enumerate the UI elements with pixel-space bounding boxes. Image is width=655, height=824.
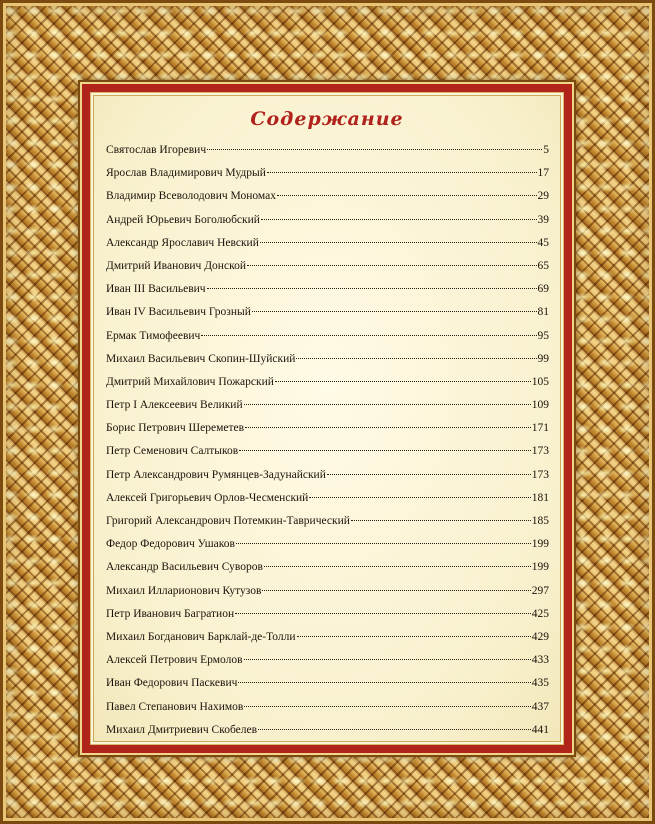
toc-entry[interactable] <box>106 353 549 376</box>
toc-entry-page-number: 5 <box>543 144 549 156</box>
toc-entry-name: Павел Степанович Нахимов <box>106 700 244 713</box>
toc-entry-name: Александр Васильевич Суворов <box>106 561 263 574</box>
toc-entry-page-number: 185 <box>531 515 549 527</box>
toc-entry[interactable] <box>106 538 549 561</box>
dot-leader <box>245 426 531 428</box>
toc-entry[interactable] <box>106 492 549 515</box>
dot-leader <box>262 589 530 591</box>
toc-entry-name: Петр Александрович Румянцев-Задунайский <box>106 468 326 481</box>
dot-leader <box>296 357 536 359</box>
dot-leader <box>201 334 536 336</box>
toc-entry[interactable] <box>106 237 549 260</box>
toc-entry-page-number: 95 <box>537 329 549 342</box>
dot-leader <box>258 728 531 730</box>
dot-leader <box>297 635 531 637</box>
toc-entry[interactable] <box>106 422 549 445</box>
dot-leader <box>235 612 531 614</box>
dot-leader <box>239 449 531 451</box>
toc-entry-name: Григорий Александрович Потемкин-Таврический <box>106 515 350 527</box>
toc-entry-page-number: 17 <box>537 167 549 180</box>
toc-entry-page-number: 173 <box>531 445 549 458</box>
dot-leader <box>252 310 537 312</box>
toc-entry[interactable] <box>106 701 549 724</box>
dot-leader <box>244 705 530 707</box>
dot-leader <box>275 380 531 382</box>
toc-entry-name: Ярослав Владимирович Мудрый <box>106 167 266 180</box>
dot-leader <box>207 148 542 150</box>
toc-entry-page-number: 99 <box>537 352 549 365</box>
toc-entry-page-number: 65 <box>537 259 549 272</box>
dot-leader <box>277 194 537 196</box>
toc-entry-name: Михаил Богданович Барклай-де-Толли <box>106 630 296 643</box>
dot-leader <box>244 658 531 660</box>
toc-entry[interactable] <box>106 561 549 584</box>
toc-entry-name: Иван III Васильевич <box>106 283 206 296</box>
toc-entry-name: Владимир Всеволодович Мономах <box>106 190 276 203</box>
toc-entry-name: Дмитрий Иванович Донской <box>106 259 246 272</box>
dot-leader <box>238 681 530 683</box>
dot-leader <box>327 473 531 475</box>
toc-entry-name: Федор Федорович Ушаков <box>106 538 235 551</box>
toc-entry-name: Михаил Васильевич Скопин-Шуйский <box>106 352 296 365</box>
toc-entry-page-number: 429 <box>531 630 549 643</box>
toc-entry-name: Иван Федорович Паскевич <box>106 677 238 690</box>
toc-entry-page-number: 173 <box>531 468 549 481</box>
toc-entry[interactable] <box>106 608 549 631</box>
toc-entry[interactable] <box>106 515 549 538</box>
toc-entry[interactable] <box>106 214 549 237</box>
dot-leader <box>236 542 531 544</box>
toc-entry-name: Александр Ярославич Невский <box>106 236 259 249</box>
toc-entry-page-number: 435 <box>531 677 549 690</box>
toc-entry[interactable] <box>106 654 549 677</box>
toc-entry-name: Петр Семенович Салтыков <box>106 445 239 458</box>
toc-entry-page-number: 39 <box>537 213 549 226</box>
dot-leader <box>207 287 537 289</box>
toc-entry-page-number: 181 <box>531 491 549 504</box>
toc-entry-page-number: 105 <box>531 375 549 388</box>
toc-entry-name: Михаил Илларионович Кутузов <box>106 584 262 597</box>
toc-entry-name: Петр I Алексеевич Великий <box>106 399 243 412</box>
toc-entry[interactable] <box>106 399 549 422</box>
toc-entry-page-number: 69 <box>537 283 549 296</box>
dot-leader <box>351 519 531 521</box>
toc-entry-page-number: 297 <box>531 584 549 597</box>
dot-leader <box>261 218 537 220</box>
toc-entry-page-number: 425 <box>531 607 549 620</box>
toc-entry[interactable] <box>106 677 549 700</box>
toc-entry-name: Алексей Григорьевич Орлов-Чесменский <box>106 491 309 504</box>
contents-page <box>90 92 564 745</box>
dot-leader <box>247 264 537 266</box>
toc-entry-name: Петр Иванович Багратион <box>106 607 235 620</box>
toc-entry-page-number: 437 <box>531 700 549 713</box>
toc-entry[interactable] <box>106 144 549 167</box>
toc-entry[interactable] <box>106 724 549 747</box>
dot-leader <box>267 171 537 173</box>
toc-entry[interactable] <box>106 260 549 283</box>
toc-entry-page-number: 45 <box>537 236 549 249</box>
toc-entry-page-number: 109 <box>531 399 549 412</box>
dot-leader <box>264 565 531 567</box>
toc-entry-name: Михаил Дмитриевич Скобелев <box>106 723 258 736</box>
toc-entry[interactable] <box>106 445 549 468</box>
toc-entry-name: Святослав Игоревич <box>106 144 207 156</box>
toc-entry[interactable] <box>106 585 549 608</box>
toc-entry-page-number: 433 <box>531 654 549 667</box>
toc-entry-page-number: 199 <box>531 561 549 574</box>
toc-entry-page-number: 81 <box>537 306 549 319</box>
toc-entry-page-number: 199 <box>531 538 549 551</box>
toc-entry[interactable] <box>106 631 549 654</box>
toc-entry[interactable] <box>106 283 549 306</box>
toc-entry[interactable] <box>106 469 549 492</box>
toc-entry[interactable] <box>106 330 549 353</box>
page-title: Содержание <box>250 108 404 130</box>
toc-entry-page-number: 441 <box>531 723 549 736</box>
toc-entry[interactable] <box>106 306 549 329</box>
dot-leader <box>260 241 537 243</box>
toc-entry-page-number: 171 <box>531 422 549 435</box>
toc-entry[interactable] <box>106 167 549 190</box>
dot-leader <box>309 496 530 498</box>
toc-entry[interactable] <box>106 190 549 213</box>
toc-entry[interactable] <box>106 376 549 399</box>
dot-leader <box>244 403 531 405</box>
toc-entry-name: Ермак Тимофеевич <box>106 329 201 342</box>
toc-entry-name: Алексей Петрович Ермолов <box>106 654 243 667</box>
toc-entry-name: Борис Петрович Шереметев <box>106 422 245 435</box>
toc-entry-name: Иван IV Васильевич Грозный <box>106 306 251 319</box>
toc-entry-name: Андрей Юрьевич Боголюбский <box>106 213 260 226</box>
table-of-contents <box>106 144 549 747</box>
toc-entry-name: Дмитрий Михайлович Пожарский <box>106 375 274 388</box>
toc-entry-page-number: 29 <box>537 190 549 203</box>
